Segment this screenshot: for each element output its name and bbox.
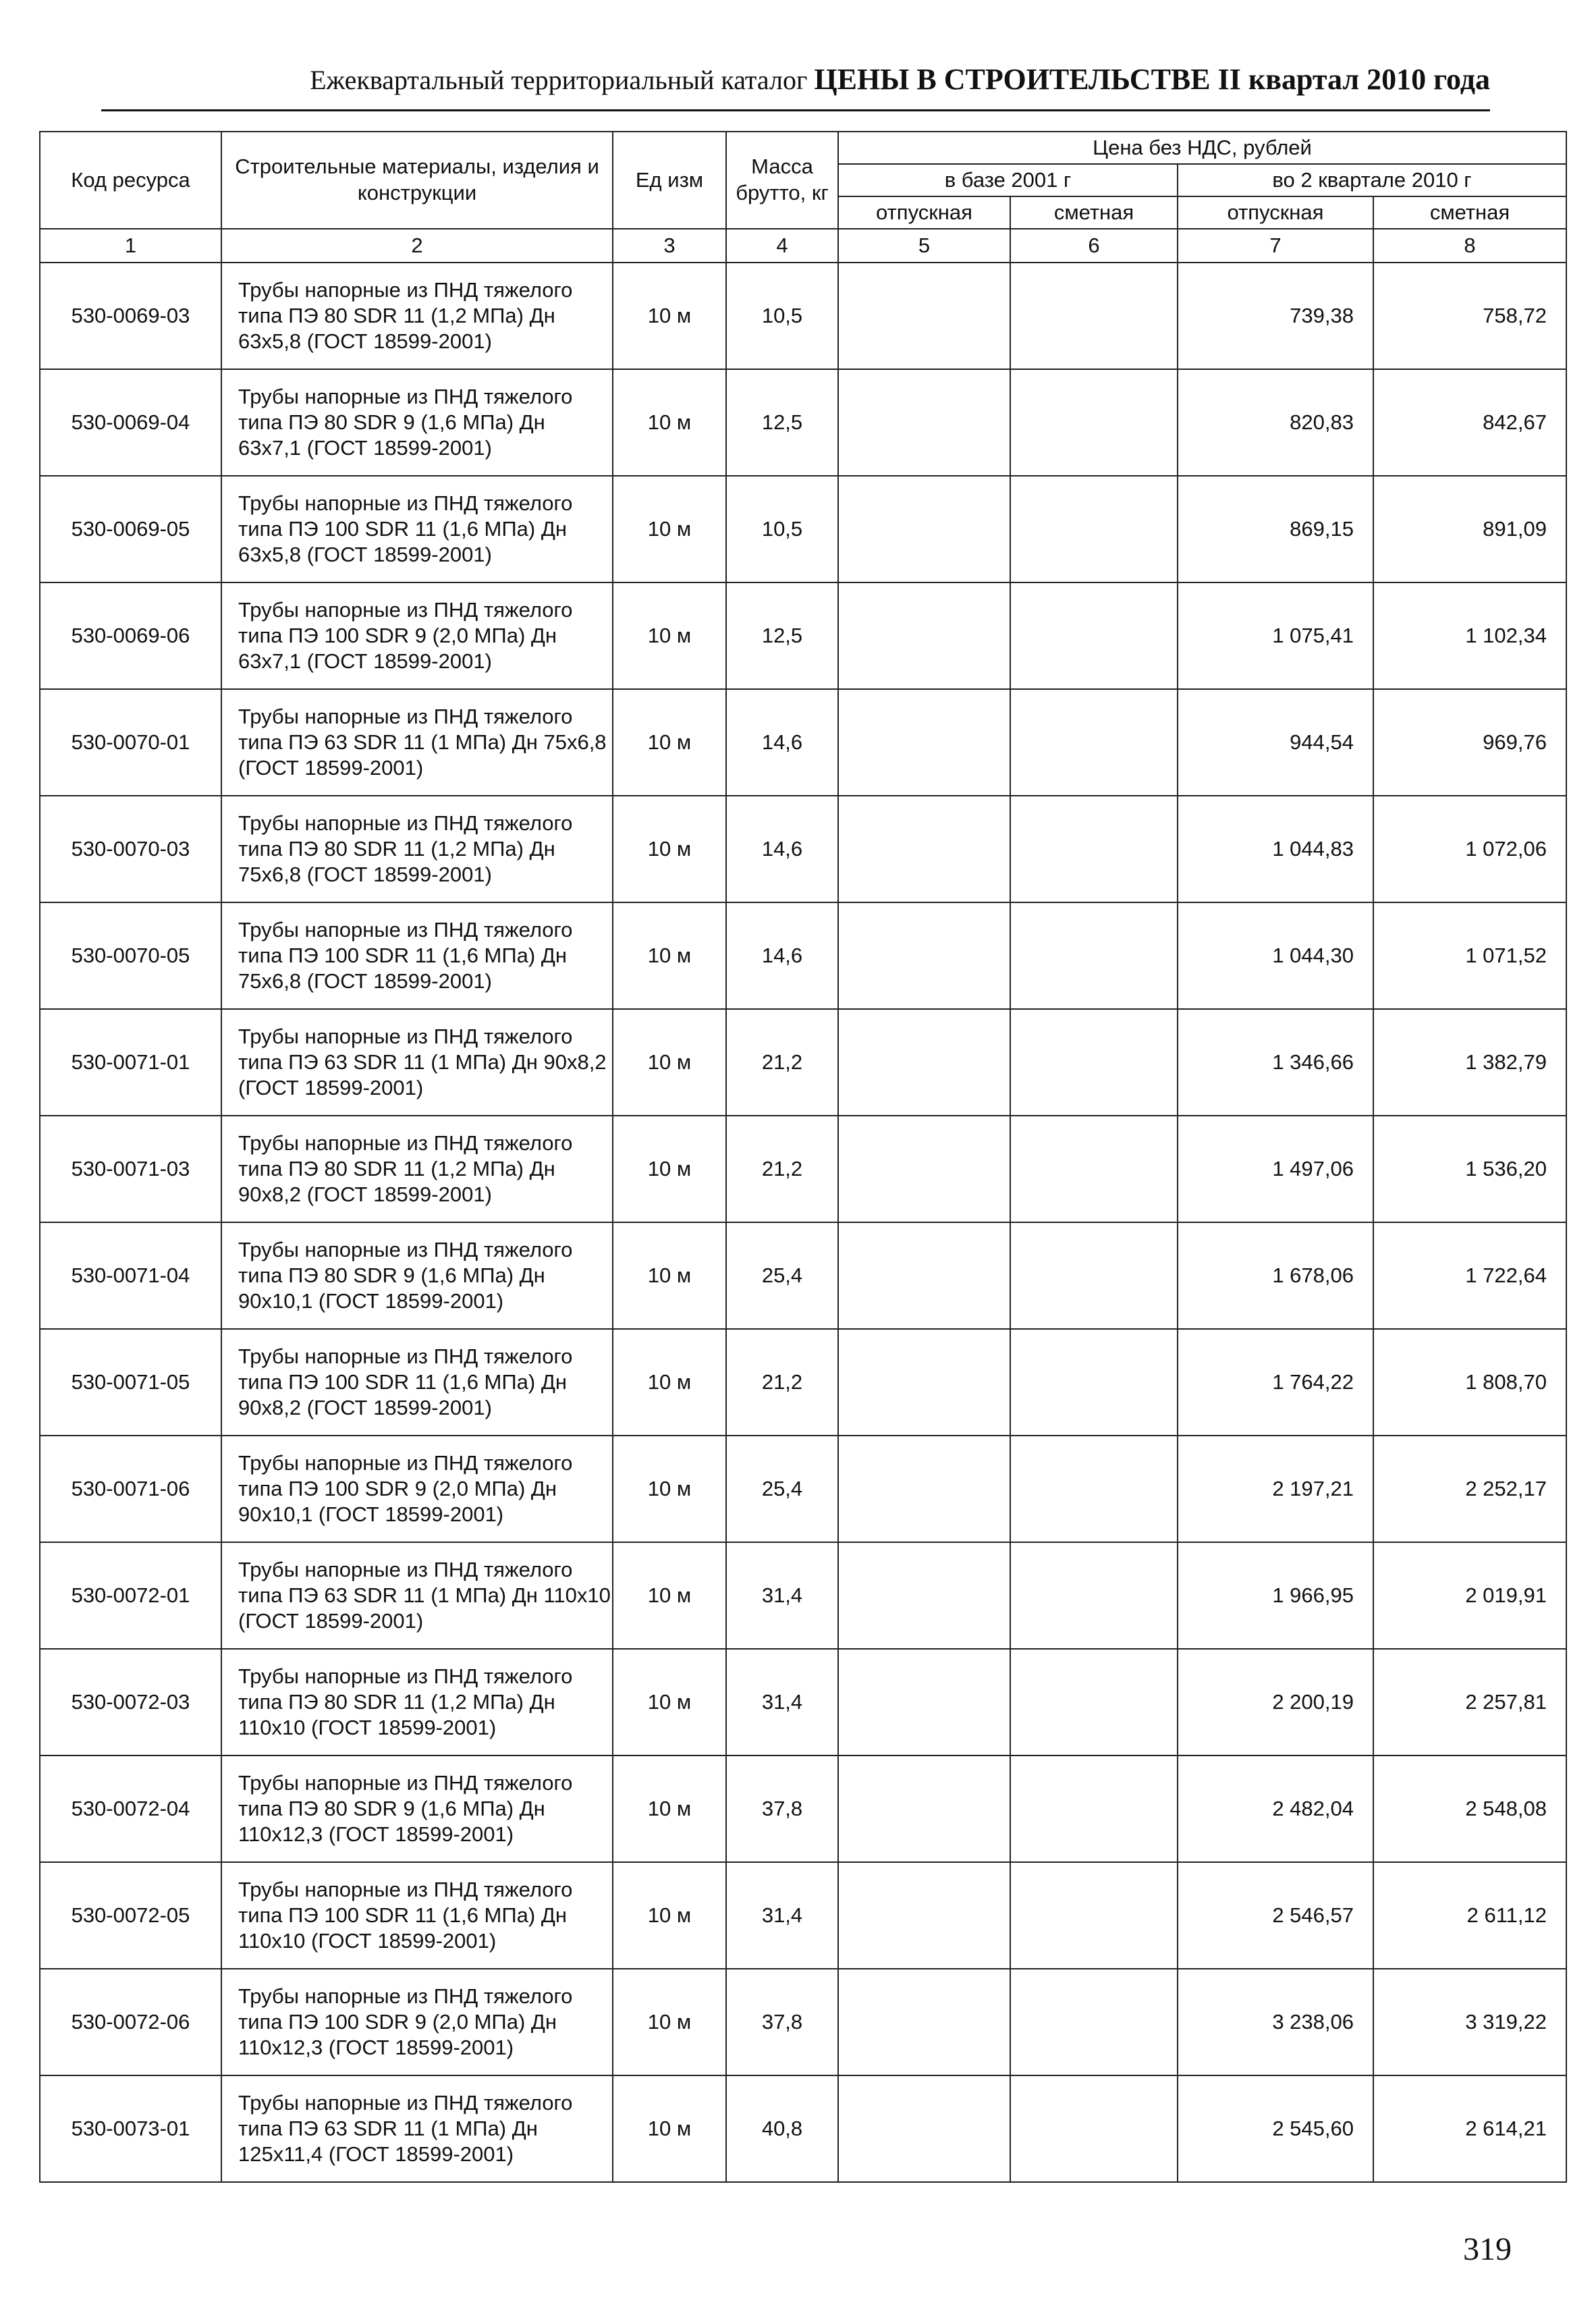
q2-estimate-price: 1 072,06 xyxy=(1373,796,1566,902)
base-sale-price xyxy=(838,689,1010,796)
resource-code: 530-0072-04 xyxy=(40,1756,221,1862)
base-sale-price xyxy=(838,1542,1010,1649)
table-row xyxy=(40,689,1566,796)
base-estimate-price xyxy=(1010,1969,1178,2075)
mass-cell: 31,4 xyxy=(726,1649,838,1756)
mass-cell: 21,2 xyxy=(726,1009,838,1116)
material-description: Трубы напорные из ПНД тяжелого типа ПЭ 80 SDR 9 (1,6 МПа) Дн 63х7,1 (ГОСТ 18599-2001) xyxy=(221,369,613,476)
material-description: Трубы напорные из ПНД тяжелого типа ПЭ 100 SDR 9 (2,0 МПа) Дн 110х12,3 (ГОСТ 18599-2001) xyxy=(221,1969,613,2075)
material-description: Трубы напорные из ПНД тяжелого типа ПЭ 80 SDR 11 (1,2 МПа) Дн 90х8,2 (ГОСТ 18599-2001) xyxy=(221,1116,613,1222)
unit-cell: 10 м xyxy=(613,1862,726,1969)
material-description: Трубы напорные из ПНД тяжелого типа ПЭ 100 SDR 9 (2,0 МПа) Дн 90х10,1 (ГОСТ 18599-2001) xyxy=(221,1436,613,1542)
base-estimate-price xyxy=(1010,1009,1178,1116)
resource-code: 530-0073-01 xyxy=(40,2075,221,2182)
base-estimate-price xyxy=(1010,2075,1178,2182)
base-estimate-price xyxy=(1010,1862,1178,1969)
base-estimate-price xyxy=(1010,1329,1178,1436)
q2-estimate-price: 2 548,08 xyxy=(1373,1756,1566,1862)
q2-sale-price: 1 075,41 xyxy=(1178,582,1373,689)
base-estimate-price xyxy=(1010,1116,1178,1222)
q2-estimate-price: 2 019,91 xyxy=(1373,1542,1566,1649)
mass-cell: 14,6 xyxy=(726,796,838,902)
q2-sale-price: 1 966,95 xyxy=(1178,1542,1373,1649)
resource-code: 530-0069-06 xyxy=(40,582,221,689)
base-sale-price xyxy=(838,582,1010,689)
mass-cell: 31,4 xyxy=(726,1862,838,1969)
unit-cell: 10 м xyxy=(613,476,726,582)
resource-code: 530-0072-03 xyxy=(40,1649,221,1756)
resource-code: 530-0070-05 xyxy=(40,902,221,1009)
q2-estimate-price: 1 722,64 xyxy=(1373,1222,1566,1329)
base-sale-price xyxy=(838,1116,1010,1222)
unit-cell: 10 м xyxy=(613,1329,726,1436)
base-sale-price xyxy=(838,263,1010,369)
material-description: Трубы напорные из ПНД тяжелого типа ПЭ 80 SDR 9 (1,6 МПа) Дн 90х10,1 (ГОСТ 18599-2001) xyxy=(221,1222,613,1329)
unit-cell: 10 м xyxy=(613,1436,726,1542)
material-description: Трубы напорные из ПНД тяжелого типа ПЭ 100 SDR 11 (1,6 МПа) Дн 63х5,8 (ГОСТ 18599-2001) xyxy=(221,476,613,582)
material-description: Трубы напорные из ПНД тяжелого типа ПЭ 63 SDR 11 (1 МПа) Дн 90х8,2 (ГОСТ 18599-2001) xyxy=(221,1009,613,1116)
material-description: Трубы напорные из ПНД тяжелого типа ПЭ 100 SDR 9 (2,0 МПа) Дн 63х7,1 (ГОСТ 18599-2001) xyxy=(221,582,613,689)
base-estimate-price xyxy=(1010,582,1178,689)
base-estimate-price xyxy=(1010,1542,1178,1649)
q2-estimate-price: 891,09 xyxy=(1373,476,1566,582)
header-prefix: Ежеквартальный территориальный каталог xyxy=(310,65,815,95)
material-description: Трубы напорные из ПНД тяжелого типа ПЭ 63 SDR 11 (1 МПа) Дн 75х6,8 (ГОСТ 18599-2001) xyxy=(221,689,613,796)
material-description: Трубы напорные из ПНД тяжелого типа ПЭ 80 SDR 11 (1,2 МПа) Дн 63х5,8 (ГОСТ 18599-2001) xyxy=(221,263,613,369)
q2-sale-price: 944,54 xyxy=(1178,689,1373,796)
resource-code: 530-0072-05 xyxy=(40,1862,221,1969)
header-code: Код ресурса xyxy=(40,132,221,229)
q2-sale-price: 1 346,66 xyxy=(1178,1009,1373,1116)
table-row xyxy=(40,263,1566,369)
mass-cell: 14,6 xyxy=(726,689,838,796)
mass-cell: 10,5 xyxy=(726,476,838,582)
table-row xyxy=(40,1329,1566,1436)
table-body xyxy=(40,263,1566,2182)
base-estimate-price xyxy=(1010,476,1178,582)
table-row xyxy=(40,1009,1566,1116)
column-number: 2 xyxy=(221,229,613,263)
base-sale-price xyxy=(838,1329,1010,1436)
q2-estimate-price: 1 382,79 xyxy=(1373,1009,1566,1116)
header-catalog-name: ЦЕНЫ В СТРОИТЕЛЬСТВЕ xyxy=(814,63,1211,96)
q2-sale-price: 1 497,06 xyxy=(1178,1116,1373,1222)
column-number: 5 xyxy=(838,229,1010,263)
resource-code: 530-0071-06 xyxy=(40,1436,221,1542)
column-number: 3 xyxy=(613,229,726,263)
resource-code: 530-0072-06 xyxy=(40,1969,221,2075)
unit-cell: 10 м xyxy=(613,1542,726,1649)
base-sale-price xyxy=(838,1009,1010,1116)
q2-estimate-price: 2 252,17 xyxy=(1373,1436,1566,1542)
table-row xyxy=(40,2075,1566,2182)
material-description: Трубы напорные из ПНД тяжелого типа ПЭ 100 SDR 11 (1,6 МПа) Дн 75х6,8 (ГОСТ 18599-2001) xyxy=(221,902,613,1009)
header-q-sale: отпускная xyxy=(1178,196,1373,229)
column-number: 1 xyxy=(40,229,221,263)
base-sale-price xyxy=(838,2075,1010,2182)
resource-code: 530-0069-04 xyxy=(40,369,221,476)
unit-cell: 10 м xyxy=(613,582,726,689)
base-sale-price xyxy=(838,476,1010,582)
base-sale-price xyxy=(838,796,1010,902)
base-estimate-price xyxy=(1010,689,1178,796)
material-description: Трубы напорные из ПНД тяжелого типа ПЭ 80 SDR 11 (1,2 МПа) Дн 75х6,8 (ГОСТ 18599-2001) xyxy=(221,796,613,902)
unit-cell: 10 м xyxy=(613,1649,726,1756)
unit-cell: 10 м xyxy=(613,1222,726,1329)
base-sale-price xyxy=(838,1862,1010,1969)
mass-cell: 12,5 xyxy=(726,369,838,476)
q2-sale-price: 2 482,04 xyxy=(1178,1756,1373,1862)
mass-cell: 37,8 xyxy=(726,1969,838,2075)
base-sale-price xyxy=(838,1222,1010,1329)
column-number: 6 xyxy=(1010,229,1178,263)
q2-estimate-price: 969,76 xyxy=(1373,689,1566,796)
resource-code: 530-0070-03 xyxy=(40,796,221,902)
header-q2-2010: во 2 квартале 2010 г xyxy=(1178,164,1566,196)
base-estimate-price xyxy=(1010,369,1178,476)
table-row xyxy=(40,1222,1566,1329)
mass-cell: 21,2 xyxy=(726,1329,838,1436)
column-number: 4 xyxy=(726,229,838,263)
header-price-group: Цена без НДС, рублей xyxy=(838,132,1566,164)
material-description: Трубы напорные из ПНД тяжелого типа ПЭ 63 SDR 11 (1 МПа) Дн 125х11,4 (ГОСТ 18599-2001) xyxy=(221,2075,613,2182)
mass-cell: 40,8 xyxy=(726,2075,838,2182)
table-row xyxy=(40,476,1566,582)
q2-sale-price: 3 238,06 xyxy=(1178,1969,1373,2075)
unit-cell: 10 м xyxy=(613,263,726,369)
base-sale-price xyxy=(838,369,1010,476)
q2-estimate-price: 758,72 xyxy=(1373,263,1566,369)
q2-estimate-price: 1 071,52 xyxy=(1373,902,1566,1009)
q2-sale-price: 2 200,19 xyxy=(1178,1649,1373,1756)
unit-cell: 10 м xyxy=(613,2075,726,2182)
mass-cell: 37,8 xyxy=(726,1756,838,1862)
material-description: Трубы напорные из ПНД тяжелого типа ПЭ 100 SDR 11 (1,6 МПа) Дн 110х10 (ГОСТ 18599-2001) xyxy=(221,1862,613,1969)
q2-estimate-price: 1 102,34 xyxy=(1373,582,1566,689)
q2-estimate-price: 1 536,20 xyxy=(1373,1116,1566,1222)
mass-cell: 25,4 xyxy=(726,1222,838,1329)
table-row xyxy=(40,369,1566,476)
base-estimate-price xyxy=(1010,1649,1178,1756)
table-row xyxy=(40,1542,1566,1649)
base-estimate-price xyxy=(1010,796,1178,902)
mass-cell: 14,6 xyxy=(726,902,838,1009)
q2-sale-price: 2 197,21 xyxy=(1178,1436,1373,1542)
q2-sale-price: 820,83 xyxy=(1178,369,1373,476)
resource-code: 530-0071-01 xyxy=(40,1009,221,1116)
resource-code: 530-0069-03 xyxy=(40,263,221,369)
base-sale-price xyxy=(838,1436,1010,1542)
q2-estimate-price: 1 808,70 xyxy=(1373,1329,1566,1436)
unit-cell: 10 м xyxy=(613,689,726,796)
unit-cell: 10 м xyxy=(613,902,726,1009)
base-estimate-price xyxy=(1010,1756,1178,1862)
resource-code: 530-0070-01 xyxy=(40,689,221,796)
table-row xyxy=(40,1436,1566,1542)
resource-code: 530-0071-03 xyxy=(40,1116,221,1222)
header-unit: Ед изм xyxy=(613,132,726,229)
q2-estimate-price: 842,67 xyxy=(1373,369,1566,476)
mass-cell: 12,5 xyxy=(726,582,838,689)
unit-cell: 10 м xyxy=(613,369,726,476)
q2-estimate-price: 2 257,81 xyxy=(1373,1649,1566,1756)
base-sale-price xyxy=(838,1756,1010,1862)
page-number: 319 xyxy=(1463,2231,1512,2267)
q2-sale-price: 1 044,83 xyxy=(1178,796,1373,902)
header-materials: Строительные материалы, изделия и конструкции xyxy=(221,132,613,229)
unit-cell: 10 м xyxy=(613,796,726,902)
mass-cell: 21,2 xyxy=(726,1116,838,1222)
material-description: Трубы напорные из ПНД тяжелого типа ПЭ 80 SDR 9 (1,6 МПа) Дн 110х12,3 (ГОСТ 18599-2001) xyxy=(221,1756,613,1862)
base-estimate-price xyxy=(1010,1222,1178,1329)
base-sale-price xyxy=(838,1649,1010,1756)
header-q-estimate: сметная xyxy=(1373,196,1566,229)
q2-sale-price: 869,15 xyxy=(1178,476,1373,582)
resource-code: 530-0071-04 xyxy=(40,1222,221,1329)
header-suffix: II квартал 2010 года xyxy=(1210,63,1490,96)
base-sale-price xyxy=(838,1969,1010,2075)
mass-cell: 25,4 xyxy=(726,1436,838,1542)
material-description: Трубы напорные из ПНД тяжелого типа ПЭ 80 SDR 11 (1,2 МПа) Дн 110х10 (ГОСТ 18599-2001) xyxy=(221,1649,613,1756)
table-row xyxy=(40,796,1566,902)
base-sale-price xyxy=(838,902,1010,1009)
table-row xyxy=(40,1969,1566,2075)
column-number: 7 xyxy=(1178,229,1373,263)
header-base-sale: отпускная xyxy=(838,196,1010,229)
resource-code: 530-0071-05 xyxy=(40,1329,221,1436)
q2-estimate-price: 2 614,21 xyxy=(1373,2075,1566,2182)
header-base-estimate: сметная xyxy=(1010,196,1178,229)
unit-cell: 10 м xyxy=(613,1009,726,1116)
material-description: Трубы напорные из ПНД тяжелого типа ПЭ 100 SDR 11 (1,6 МПа) Дн 90х8,2 (ГОСТ 18599-2001) xyxy=(221,1329,613,1436)
table-row xyxy=(40,1116,1566,1222)
q2-sale-price: 1 764,22 xyxy=(1178,1329,1373,1436)
unit-cell: 10 м xyxy=(613,1116,726,1222)
material-description: Трубы напорные из ПНД тяжелого типа ПЭ 63 SDR 11 (1 МПа) Дн 110х10 (ГОСТ 18599-2001) xyxy=(221,1542,613,1649)
table-row xyxy=(40,582,1566,689)
base-estimate-price xyxy=(1010,263,1178,369)
base-estimate-price xyxy=(1010,1436,1178,1542)
unit-cell: 10 м xyxy=(613,1756,726,1862)
q2-estimate-price: 2 611,12 xyxy=(1373,1862,1566,1969)
q2-sale-price: 1 044,30 xyxy=(1178,902,1373,1009)
mass-cell: 31,4 xyxy=(726,1542,838,1649)
q2-sale-price: 739,38 xyxy=(1178,263,1373,369)
unit-cell: 10 м xyxy=(613,1969,726,2075)
table-row xyxy=(40,1649,1566,1756)
resource-code: 530-0069-05 xyxy=(40,476,221,582)
q2-sale-price: 2 545,60 xyxy=(1178,2075,1373,2182)
q2-sale-price: 2 546,57 xyxy=(1178,1862,1373,1969)
running-header xyxy=(101,62,1490,111)
header-base-2001: в базе 2001 г xyxy=(838,164,1178,196)
resource-code: 530-0072-01 xyxy=(40,1542,221,1649)
q2-sale-price: 1 678,06 xyxy=(1178,1222,1373,1329)
column-number: 8 xyxy=(1373,229,1566,263)
table-row xyxy=(40,1862,1566,1969)
table-row xyxy=(40,902,1566,1009)
mass-cell: 10,5 xyxy=(726,263,838,369)
q2-estimate-price: 3 319,22 xyxy=(1373,1969,1566,2075)
header-mass: Масса брутто, кг xyxy=(726,132,838,229)
table-row xyxy=(40,1756,1566,1862)
price-table xyxy=(39,131,1567,2183)
base-estimate-price xyxy=(1010,902,1178,1009)
